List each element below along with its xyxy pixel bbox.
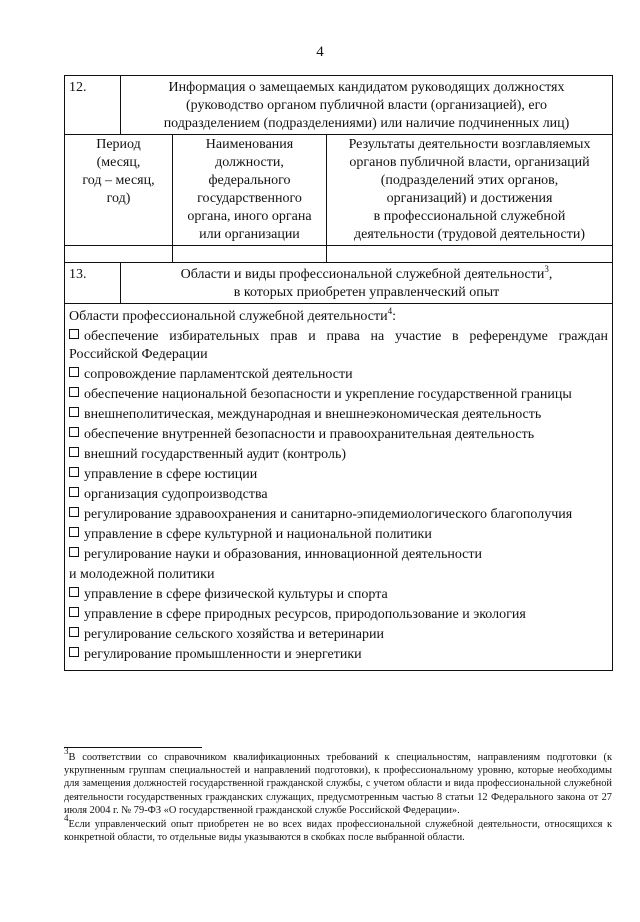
section-13-number: 13.: [65, 263, 121, 304]
option-item: регулирование сельского хозяйства и ветеринарии: [69, 626, 608, 644]
checkbox[interactable]: [69, 607, 79, 617]
option-item: управление в сфере юстиции: [69, 466, 608, 484]
position-entry-cell[interactable]: [173, 246, 327, 263]
section-13-title: Области и виды профессиональной служебной деятельности$^3$, в которых приобретен управленческий опыт: [121, 263, 613, 304]
checkbox[interactable]: [69, 387, 79, 397]
footnote-ref-3: 3: [544, 264, 549, 274]
section-12-title: [121, 76, 613, 135]
questionnaire-table: [64, 75, 613, 671]
section-12-number: 12.: [65, 76, 121, 135]
section-13-header-row: [65, 263, 613, 304]
column-header-results: Результаты деятельности возглавляемых органов публичной власти, организаций (подразделений этих органов, организаций) и достижения в профессиональной служебной деятельности (трудовой деятельности): [327, 135, 613, 246]
section-12-title-line: (руководство органом публичной власти (организацией), его: [185, 98, 548, 113]
checkbox[interactable]: [69, 627, 79, 637]
checkbox[interactable]: [69, 507, 79, 517]
footnote-3: $^3$В соответствии со справочником квалификационных требований к специальностям, направлениям подготовки (к укрупненным группам специальностей и направлений подготовки), к профессиональному уровню, которые необходимы для замещения должностей государственной гражданской службы, с учетом области и вида профессиональной служебной деятельности государственных гражданских служащих, предусмотренным частью 8 статьи 12 Федерального закона от 27 июля 2004 г. № 79-ФЗ «О государственной гражданской службе Российской Федерации».: [64, 746, 612, 816]
checkbox[interactable]: [69, 407, 79, 417]
checkbox[interactable]: [69, 467, 79, 477]
results-entry-cell[interactable]: [327, 246, 613, 263]
section-12-title-line: Информация о замещаемых кандидатом руководящих должностях: [168, 80, 565, 95]
options-intro: Области профессиональной служебной деятельности$^4$:: [69, 306, 396, 324]
section-12-title-line: подразделением (подразделениями) или наличие подчиненных лиц): [163, 116, 570, 131]
option-item: управление в сфере природных ресурсов, природопользование и экология: [69, 606, 608, 624]
section-12-column-headers: [65, 135, 613, 246]
checkbox[interactable]: [69, 329, 79, 339]
option-item: управление в сфере физической культуры и спорта: [69, 586, 608, 604]
option-item: управление в сфере культурной и национальной политики: [69, 526, 608, 544]
section-13-options-row: [65, 304, 613, 671]
option-item: организация судопроизводства: [69, 486, 608, 504]
column-header-position-name: Наименования должности, федерального государственного органа, иного органа или организации: [173, 135, 327, 246]
option-item: регулирование науки и образования, инновационной деятельности: [69, 546, 608, 564]
footnotes: [64, 746, 612, 845]
checkbox[interactable]: [69, 587, 79, 597]
section-12-entry-row: [65, 246, 613, 263]
checkbox[interactable]: [69, 427, 79, 437]
option-item: обеспечение внутренней безопасности и правоохранительная деятельность: [69, 426, 608, 444]
checkbox[interactable]: [69, 647, 79, 657]
checkbox[interactable]: [69, 487, 79, 497]
column-header-period: Период (месяц, год – месяц, год): [65, 135, 173, 246]
option-item: обеспечение избирательных прав и права на участие в референдуме граждан Российской Федерации: [69, 329, 609, 362]
footnote-4: $^4$Если управленческий опыт приобретен не во всех видах профессиональной служебной деятельности, относящихся к конкретной области, то отдельные виды указываются в скобках после выбранной области.: [64, 813, 612, 844]
checkbox[interactable]: [69, 547, 79, 557]
page-number: 4: [316, 44, 324, 60]
option-item-continuation: и молодежной политики: [69, 567, 215, 582]
option-item: внешнеполитическая, международная и внешнеэкономическая деятельность: [69, 406, 608, 424]
checkbox[interactable]: [69, 367, 79, 377]
footnote-ref-4: 4: [387, 306, 393, 316]
period-entry-cell[interactable]: [65, 246, 173, 263]
option-item: внешний государственный аудит (контроль): [69, 446, 608, 464]
option-item: обеспечение национальной безопасности и укрепление государственной границы: [69, 386, 608, 404]
section-12-header-row: [65, 76, 613, 135]
checkbox[interactable]: [69, 447, 79, 457]
option-item: сопровождение парламентской деятельности: [69, 366, 608, 384]
footnote-divider: [64, 747, 202, 748]
section-13-options: [65, 304, 613, 671]
option-item: регулирование промышленности и энергетики: [69, 646, 608, 664]
checkbox[interactable]: [69, 527, 79, 537]
option-item: регулирование здравоохранения и санитарно-эпидемиологического благополучия: [69, 506, 608, 524]
